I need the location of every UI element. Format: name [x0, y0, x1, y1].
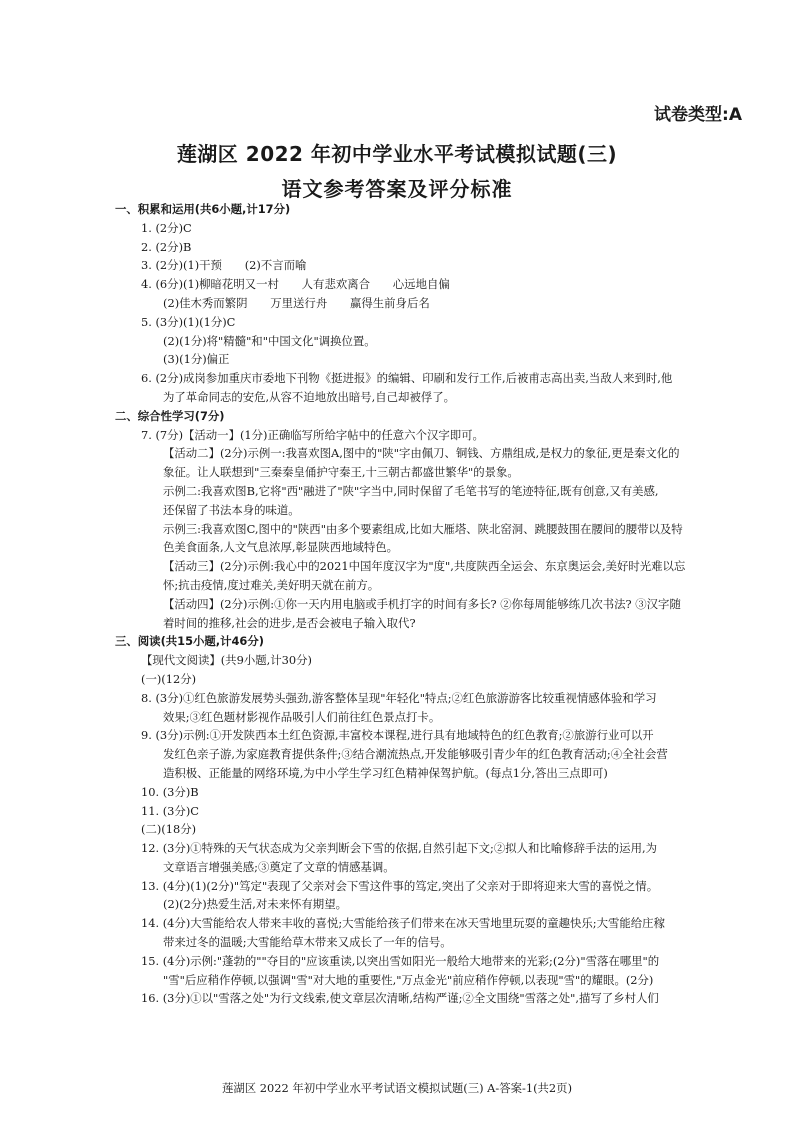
answer-line: 5. (3分)(1)(1分)C [141, 314, 236, 329]
answer-line: 3. (2分)(1)干预 (2)不言而喻 [141, 258, 307, 273]
answer-line: 2. (2分)B [141, 239, 192, 254]
answer-line: (3)(1分)偏正 [163, 352, 230, 367]
answer-line: 13. (4分)(1)(2分)"笃定"表现了父亲对会下雪这件事的笃定,突出了父亲对于即将迎来大雪的喜悦之情。 [141, 878, 659, 893]
answer-line: 10. (3分)B [141, 784, 199, 799]
answer-line: 4. (6分)(1)柳暗花明又一村 人有悲欢离合 心远地自偏 [141, 277, 450, 292]
answer-line: 文章语言增强美感;③奠定了文章的情感基调。 [163, 859, 395, 874]
answer-line: 发红色亲子游,为家庭教育提供条件;③结合潮流热点,开发能够吸引青少年的红色教育活动;④全社会营 [163, 747, 668, 762]
answer-line: 8. (3分)①红色旅游发展势头强劲,游客整体呈现"年轻化"特点;②红色旅游游客比较重视情感体验和学习 [141, 690, 657, 705]
answer-line: 带来过冬的温暖;大雪能给草木带来又成长了一年的信号。 [163, 935, 452, 950]
answer-line: (二)(18分) [141, 822, 197, 837]
answer-line: 造积极、正能量的网络环境,为中小学生学习红色精神保驾护航。(每点1分,答出三点即可) [163, 765, 608, 780]
section-heading: 二、综合性学习(7分) [115, 408, 225, 423]
answer-line: 示例三:我喜欢图C,图中的"陕西"由多个要素组成,比如大雁塔、陕北窑洞、跳腰鼓围在腰间的腰带以及特 [163, 521, 683, 536]
answer-line: 还保留了书法本身的味道。 [163, 502, 300, 517]
answer-line: 为了革命同志的安危,从容不迫地放出暗号,自己却被俘了。 [163, 389, 456, 404]
page-footer: 莲湖区 2022 年初中学业水平考试语文模拟试题(三) A-答案-1(共2页) [221, 1081, 573, 1095]
document-title: 莲湖区 2022 年初中学业水平考试模拟试题(三) [176, 142, 618, 166]
answer-line: 9. (3分)示例:①开发陕西本土红色资源,丰富校本课程,进行具有地域特色的红色教育;②旅游行业可以开 [141, 728, 654, 743]
answer-line: 象征。让人联想到"三秦秦皇俑护守秦王,十三朝古都盛世繁华"的景象。 [163, 465, 519, 480]
answer-line: "雪"后应稍作停顿,以强调"雪"对大地的重要性,"万点金光"前应稍作停顿,以表现"雪"的耀眼。(2分) [163, 972, 654, 987]
subsection-heading: 【现代文阅读】(共9小题,计30分) [141, 653, 312, 668]
answer-line: (一)(12分) [141, 671, 197, 686]
answer-line: 【活动四】(2分)示例:①你一天内用电脑或手机打字的时间有多长? ②你每周能够练几次书法? ③汉字随 [163, 596, 681, 611]
answer-line: 12. (3分)①特殊的天气状态成为父亲判断会下雪的依据,自然引起下文;②拟人和比喻修辞手法的运用,为 [141, 841, 657, 856]
answer-line: 15. (4分)示例:"蓬勃的""夺目的"应该重读,以突出雪如阳光一般给大地带来的光彩;(2分)"雪落在哪里"的 [141, 953, 660, 968]
answer-line: 怀;抗击疫情,度过难关,美好明天就在前方。 [163, 577, 380, 592]
answer-line: (2)(2分)热爱生活,对未来怀有期望。 [163, 897, 347, 912]
paper-type-label: 试卷类型:A [654, 105, 742, 125]
answer-line: (2)佳木秀而繁阴 万里送行舟 赢得生前身后名 [163, 295, 430, 310]
answer-line: 6. (2分)成岗参加重庆市委地下刊物《挺进报》的编辑、印刷和发行工作,后被甫志高出卖,当敌人来到时,他 [141, 371, 673, 386]
section-heading: 三、阅读(共15小题,计46分) [115, 634, 264, 649]
document-subtitle: 语文参考答案及评分标准 [281, 177, 513, 201]
answer-line: 效果;③红色题材影视作品吸引人们前往红色景点打卡。 [163, 709, 441, 724]
answer-line: (2)(1分)将"精髓"和"中国文化"调换位置。 [163, 333, 376, 348]
answer-line: 色美食面条,人文气息浓厚,彰显陕西地域特色。 [163, 540, 399, 555]
answer-line: 【活动二】(2分)示例一:我喜欢图A,图中的"陕"字由佩刀、铜钱、方鼎组成,是权力的象征,更是秦文化的 [163, 446, 680, 461]
section-heading: 一、积累和运用(共6小题,计17分) [115, 202, 291, 216]
answer-line: 着时间的推移,社会的进步,是否会被电子输入取代? [163, 615, 416, 630]
answer-line: 【活动三】(2分)示例:我心中的2021中国年度汉字为"度",共度陕西全运会、东京奥运会,美好时光难以忘 [163, 559, 686, 574]
answer-content [115, 200, 756, 1008]
answer-line: 示例二:我喜欢图B,它将"西"融进了"陕"字当中,同时保留了毛笔书写的笔迹特征,既有创意,又有美感, [163, 483, 659, 498]
answer-line: 1. (2分)C [141, 220, 192, 235]
answer-line: 11. (3分)C [141, 803, 199, 818]
answer-line: 7. (7分)【活动一】(1分)正确临写所给字帖中的任意六个汉字即可。 [141, 427, 484, 442]
answer-line: 14. (4分)大雪能给农人带来丰收的喜悦;大雪能给孩子们带来在冰天雪地里玩耍的童趣快乐;大雪能给庄稼 [141, 916, 665, 931]
answer-line: 16. (3分)①以"雪落之处"为行文线索,使文章层次清晰,结构严谨;②全文围绕"雪落之处",描写了乡村人们 [141, 991, 659, 1006]
